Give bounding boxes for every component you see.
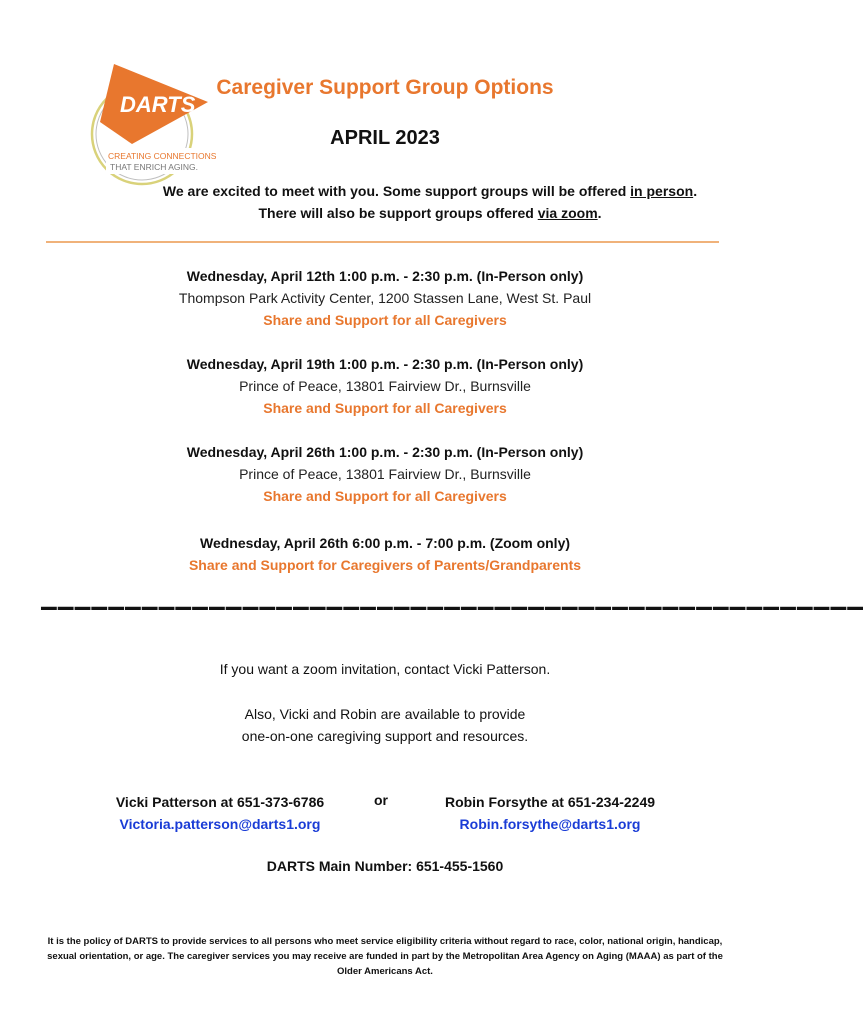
month-heading: APRIL 2023 <box>330 127 440 149</box>
logo-brand-text: DARTS <box>120 92 196 117</box>
session-where: Prince of Peace, 13801 Fairview Dr., Burnsville <box>239 378 531 394</box>
contact-robin-line: Robin Forsythe at 651-234-2249 <box>444 794 656 810</box>
or-text: or <box>374 792 388 808</box>
session-item <box>40 532 730 576</box>
session-what: Share and Support for all Caregivers <box>263 400 507 416</box>
session-when: Wednesday, April 26th 6:00 p.m. - 7:00 p.m. (Zoom only) <box>199 535 571 551</box>
intro-via-zoom: via zoom <box>537 205 598 221</box>
logo-tagline-2: THAT ENRICH AGING. <box>110 162 199 172</box>
session-when: Wednesday, April 26th 1:00 p.m. - 2:30 p.m. (In-Person only) <box>186 444 584 460</box>
session-when: Wednesday, April 19th 1:00 p.m. - 2:30 p.m. (In-Person only) <box>186 356 584 372</box>
session-what: Share and Support for all Caregivers <box>263 312 507 328</box>
contact-vicki <box>100 791 340 835</box>
support-text-line-1: Also, Vicki and Robin are available to provide <box>244 706 526 722</box>
intro-in-person: in person <box>630 183 694 199</box>
session-what: Share and Support for Caregivers of Parents/Grandparents <box>188 557 582 573</box>
intro-text <box>150 180 710 224</box>
page-title: Caregiver Support Group Options <box>216 76 554 99</box>
contact-robin <box>415 791 685 835</box>
contact-robin-email-link[interactable]: Robin.forsythe@darts1.org <box>459 816 641 832</box>
session-what: Share and Support for all Caregivers <box>263 488 507 504</box>
section-divider: ––––––––––––––––––––––––––––––––––––––––––––––––– <box>40 588 863 624</box>
session-when: Wednesday, April 12th 1:00 p.m. - 2:30 p.m. (In-Person only) <box>186 268 584 284</box>
logo-tagline-1: CREATING CONNECTIONS <box>108 151 217 161</box>
support-text-line-2: one-on-one caregiving support and resources. <box>241 728 529 744</box>
contact-vicki-email-link[interactable]: Victoria.patterson@darts1.org <box>119 816 321 832</box>
session-where: Thompson Park Activity Center, 1200 Stassen Lane, West St. Paul <box>178 290 592 306</box>
intro-part-1: We are excited to meet with you. Some support groups will be offered <box>162 183 631 199</box>
header-divider <box>46 241 719 243</box>
session-where: Prince of Peace, 13801 Fairview Dr., Burnsville <box>239 466 531 482</box>
session-item <box>40 441 730 507</box>
zoom-invite-text: If you want a zoom invitation, contact Vicki Patterson. <box>219 661 551 677</box>
intro-part-3: . <box>597 205 602 221</box>
policy-statement: It is the policy of DARTS to provide services to all persons who meet service eligibility criteria without regard to race, color, national origin, handicap, sexual orientation, or age. The caregiver services you may receive are funded in part by the Metropolitan Area Agency on Aging (MAAA) as part of the Older Americans Act. <box>47 936 723 977</box>
session-item <box>40 265 730 331</box>
session-item <box>40 353 730 419</box>
intro-part-2: . There will also be support groups offered <box>258 183 698 221</box>
contact-vicki-line: Vicki Patterson at 651-373-6786 <box>115 794 325 810</box>
main-number: DARTS Main Number: 651-455-1560 <box>266 858 504 874</box>
